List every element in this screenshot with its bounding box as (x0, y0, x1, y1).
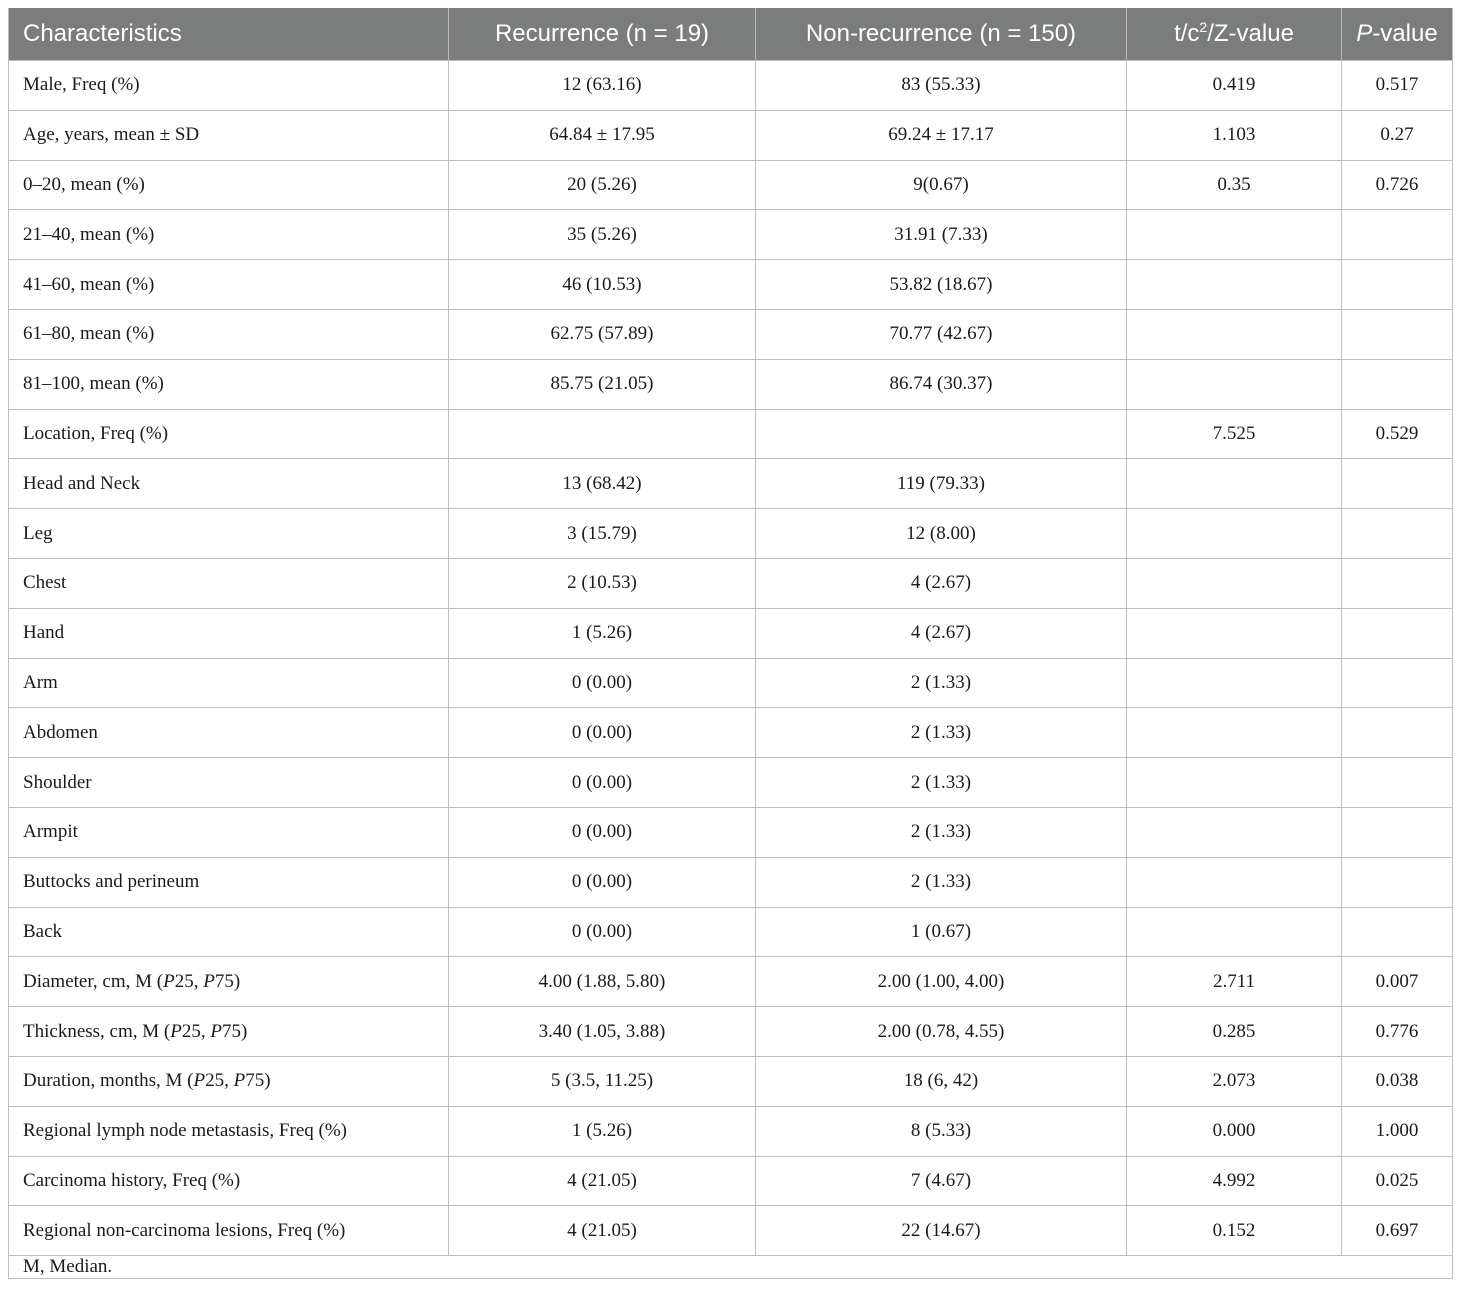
label-mid: 25, (181, 1020, 211, 1042)
table-row (9, 359, 1453, 409)
cell-characteristic: Age, years, mean ± SD (9, 110, 449, 160)
header-p-suffix: -value (1372, 20, 1438, 47)
table-header (9, 8, 1453, 61)
cell-characteristic: Shoulder (9, 758, 449, 808)
cell-statistic (1127, 509, 1342, 559)
cell-p-value: 0.27 (1342, 110, 1453, 160)
label-italic-2: P (210, 1020, 222, 1042)
cell-recurrence (449, 409, 756, 459)
table-row (9, 807, 1453, 857)
footnote-row (9, 1256, 1453, 1279)
cell-recurrence: 3.40 (1.05, 3.88) (449, 1007, 756, 1057)
cell-p-value (1342, 509, 1453, 559)
cell-p-value (1342, 907, 1453, 957)
cell-non-recurrence: 31.91 (7.33) (756, 210, 1127, 260)
cell-p-value (1342, 857, 1453, 907)
cell-statistic: 4.992 (1127, 1156, 1342, 1206)
table-row (9, 1056, 1453, 1106)
cell-statistic: 1.103 (1127, 110, 1342, 160)
cell-p-value (1342, 807, 1453, 857)
header-characteristics: Characteristics (9, 8, 449, 61)
cell-recurrence: 20 (5.26) (449, 160, 756, 210)
cell-characteristic: Chest (9, 558, 449, 608)
cell-p-value (1342, 758, 1453, 808)
cell-non-recurrence: 8 (5.33) (756, 1106, 1127, 1156)
label-prefix: Diameter, cm, M ( (23, 970, 164, 992)
cell-recurrence: 62.75 (57.89) (449, 309, 756, 359)
cell-p-value (1342, 359, 1453, 409)
cell-non-recurrence: 2 (1.33) (756, 708, 1127, 758)
label-mid: 25, (174, 970, 204, 992)
table-row (9, 608, 1453, 658)
cell-recurrence: 0 (0.00) (449, 708, 756, 758)
cell-characteristic: 81–100, mean (%) (9, 359, 449, 409)
cell-statistic (1127, 558, 1342, 608)
cell-non-recurrence: 86.74 (30.37) (756, 359, 1127, 409)
cell-characteristic: 41–60, mean (%) (9, 260, 449, 310)
cell-p-value (1342, 210, 1453, 260)
cell-recurrence: 85.75 (21.05) (449, 359, 756, 409)
cell-p-value (1342, 558, 1453, 608)
header-stat-prefix: t/c (1174, 20, 1200, 47)
table-body (9, 61, 1453, 1256)
table-row (9, 210, 1453, 260)
table-row (9, 1007, 1453, 1057)
cell-statistic: 0.419 (1127, 61, 1342, 111)
cell-p-value: 0.776 (1342, 1007, 1453, 1057)
cell-characteristic: Arm (9, 658, 449, 708)
cell-characteristic: Abdomen (9, 708, 449, 758)
cell-statistic: 0.35 (1127, 160, 1342, 210)
header-non-recurrence: Non-recurrence (n = 150) (756, 8, 1127, 61)
cell-statistic: 2.711 (1127, 957, 1342, 1007)
cell-recurrence: 1 (5.26) (449, 1106, 756, 1156)
cell-statistic: 0.285 (1127, 1007, 1342, 1057)
cell-recurrence: 46 (10.53) (449, 260, 756, 310)
cell-statistic (1127, 359, 1342, 409)
cell-statistic (1127, 907, 1342, 957)
cell-non-recurrence: 83 (55.33) (756, 61, 1127, 111)
cell-recurrence: 4 (21.05) (449, 1206, 756, 1256)
cell-non-recurrence: 2 (1.33) (756, 857, 1127, 907)
cell-p-value: 0.007 (1342, 957, 1453, 1007)
cell-non-recurrence: 2.00 (1.00, 4.00) (756, 957, 1127, 1007)
cell-statistic: 7.525 (1127, 409, 1342, 459)
cell-characteristic (9, 957, 449, 1007)
cell-statistic (1127, 608, 1342, 658)
cell-statistic (1127, 459, 1342, 509)
cell-characteristic: Regional lymph node metastasis, Freq (%) (9, 1106, 449, 1156)
cell-p-value (1342, 260, 1453, 310)
cell-non-recurrence: 22 (14.67) (756, 1206, 1127, 1256)
cell-p-value (1342, 309, 1453, 359)
label-end: 75) (245, 1070, 271, 1092)
cell-p-value: 0.038 (1342, 1056, 1453, 1106)
cell-non-recurrence: 2 (1.33) (756, 807, 1127, 857)
cell-non-recurrence: 69.24 ± 17.17 (756, 110, 1127, 160)
label-mid: 25, (205, 1070, 234, 1092)
cell-non-recurrence: 1 (0.67) (756, 907, 1127, 957)
table-row (9, 309, 1453, 359)
table-row (9, 1156, 1453, 1206)
table-row (9, 61, 1453, 111)
cell-statistic (1127, 758, 1342, 808)
cell-characteristic: Male, Freq (%) (9, 61, 449, 111)
label-italic-2: P (203, 970, 215, 992)
cell-non-recurrence: 18 (6, 42) (756, 1056, 1127, 1106)
cell-p-value (1342, 708, 1453, 758)
cell-characteristic: Head and Neck (9, 459, 449, 509)
cell-recurrence: 5 (3.5, 11.25) (449, 1056, 756, 1106)
cell-characteristic: Back (9, 907, 449, 957)
cell-recurrence: 0 (0.00) (449, 807, 756, 857)
cell-characteristic (9, 1007, 449, 1057)
table-row (9, 459, 1453, 509)
cell-non-recurrence: 2 (1.33) (756, 658, 1127, 708)
cell-characteristic: 0–20, mean (%) (9, 160, 449, 210)
cell-non-recurrence: 7 (4.67) (756, 1156, 1127, 1206)
cell-non-recurrence (756, 409, 1127, 459)
table-row (9, 409, 1453, 459)
cell-recurrence: 3 (15.79) (449, 509, 756, 559)
cell-recurrence: 1 (5.26) (449, 608, 756, 658)
cell-characteristic: 61–80, mean (%) (9, 309, 449, 359)
cell-statistic (1127, 658, 1342, 708)
cell-non-recurrence: 9(0.67) (756, 160, 1127, 210)
header-recurrence: Recurrence (n = 19) (449, 8, 756, 61)
cell-p-value: 1.000 (1342, 1106, 1453, 1156)
cell-recurrence: 0 (0.00) (449, 907, 756, 957)
cell-p-value (1342, 608, 1453, 658)
cell-non-recurrence: 4 (2.67) (756, 558, 1127, 608)
header-p-value (1342, 8, 1453, 61)
cell-statistic (1127, 309, 1342, 359)
cell-statistic: 0.152 (1127, 1206, 1342, 1256)
cell-p-value: 0.529 (1342, 409, 1453, 459)
cell-recurrence: 0 (0.00) (449, 758, 756, 808)
cell-characteristic: Armpit (9, 807, 449, 857)
cell-statistic (1127, 857, 1342, 907)
cell-p-value: 0.697 (1342, 1206, 1453, 1256)
cell-characteristic (9, 1056, 449, 1106)
cell-recurrence: 0 (0.00) (449, 658, 756, 708)
cell-non-recurrence: 2 (1.33) (756, 758, 1127, 808)
cell-p-value (1342, 658, 1453, 708)
table-row (9, 907, 1453, 957)
cell-p-value (1342, 459, 1453, 509)
header-stat-suffix: /Z-value (1207, 20, 1294, 47)
cell-characteristic: Regional non-carcinoma lesions, Freq (%) (9, 1206, 449, 1256)
cell-p-value: 0.726 (1342, 160, 1453, 210)
header-statistic (1127, 8, 1342, 61)
label-end: 75) (214, 970, 241, 992)
cell-non-recurrence: 4 (2.67) (756, 608, 1127, 658)
label-italic-2: P (233, 1070, 246, 1092)
label-italic-1: P (170, 1020, 182, 1042)
header-stat-sup: 2 (1199, 19, 1208, 35)
label-italic-1: P (193, 1070, 206, 1092)
table-row (9, 1206, 1453, 1256)
cell-recurrence: 4.00 (1.88, 5.80) (449, 957, 756, 1007)
table-row (9, 857, 1453, 907)
table-row (9, 110, 1453, 160)
header-row (9, 8, 1453, 61)
cell-recurrence: 4 (21.05) (449, 1156, 756, 1206)
cell-statistic (1127, 708, 1342, 758)
table-row (9, 558, 1453, 608)
cell-characteristic: Buttocks and perineum (9, 857, 449, 907)
table-row (9, 160, 1453, 210)
cell-non-recurrence: 53.82 (18.67) (756, 260, 1127, 310)
cell-recurrence: 64.84 ± 17.95 (449, 110, 756, 160)
table-row (9, 509, 1453, 559)
cell-recurrence: 12 (63.16) (449, 61, 756, 111)
label-prefix: Thickness, cm, M ( (23, 1020, 171, 1042)
table-container (8, 8, 1452, 1279)
cell-non-recurrence: 12 (8.00) (756, 509, 1127, 559)
cell-statistic (1127, 807, 1342, 857)
table-row (9, 658, 1453, 708)
table-row (9, 260, 1453, 310)
cell-statistic: 0.000 (1127, 1106, 1342, 1156)
label-end: 75) (221, 1020, 248, 1042)
cell-recurrence: 13 (68.42) (449, 459, 756, 509)
cell-statistic (1127, 260, 1342, 310)
cell-non-recurrence: 2.00 (0.78, 4.55) (756, 1007, 1127, 1057)
label-prefix: Duration, months, M ( (23, 1070, 194, 1092)
cell-characteristic: Carcinoma history, Freq (%) (9, 1156, 449, 1206)
table-row (9, 957, 1453, 1007)
cell-characteristic: Leg (9, 509, 449, 559)
cell-characteristic: Location, Freq (%) (9, 409, 449, 459)
cell-non-recurrence: 119 (79.33) (756, 459, 1127, 509)
cell-statistic: 2.073 (1127, 1056, 1342, 1106)
cell-characteristic: Hand (9, 608, 449, 658)
table-row (9, 1106, 1453, 1156)
footnote: M, Median. (9, 1256, 1453, 1279)
cell-statistic (1127, 210, 1342, 260)
cell-recurrence: 0 (0.00) (449, 857, 756, 907)
cell-characteristic: 21–40, mean (%) (9, 210, 449, 260)
cell-p-value: 0.025 (1342, 1156, 1453, 1206)
header-p-italic: P (1356, 20, 1373, 47)
cell-recurrence: 2 (10.53) (449, 558, 756, 608)
characteristics-table (8, 8, 1453, 1279)
table-row (9, 758, 1453, 808)
cell-non-recurrence: 70.77 (42.67) (756, 309, 1127, 359)
cell-recurrence: 35 (5.26) (449, 210, 756, 260)
label-italic-1: P (163, 970, 175, 992)
cell-p-value: 0.517 (1342, 61, 1453, 111)
table-row (9, 708, 1453, 758)
